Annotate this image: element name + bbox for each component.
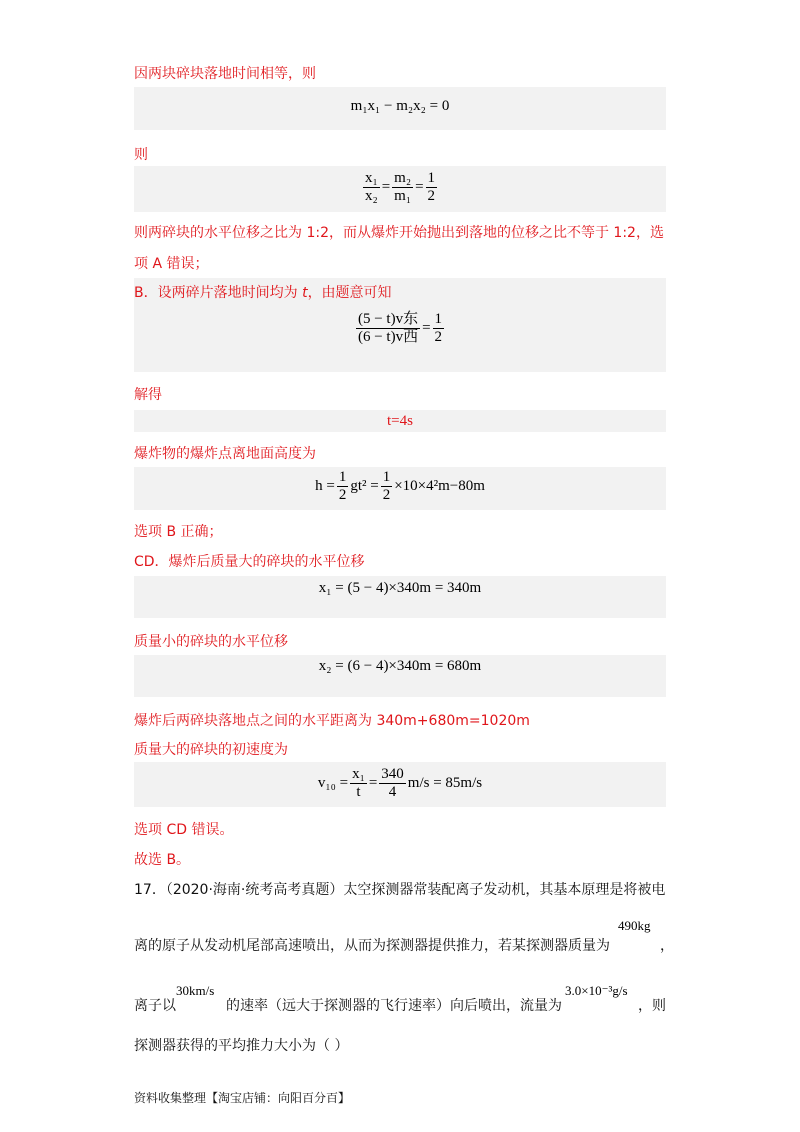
fraction: $\frac{\text{x₁}}{t}$ xyxy=(352,766,365,800)
inline-formula: 3.0×10⁻³g/s xyxy=(565,983,628,998)
fraction: $\frac{\text{m₂}}{\text{m₁}}$ xyxy=(394,170,412,204)
footer-note: 资料收集整理【淘宝店铺：向阳百分百】 xyxy=(134,1091,351,1105)
solution-line: B．设两碎片落地时间均为 t，由题意可知 xyxy=(134,285,392,301)
fraction: $\frac{1}{2}$ xyxy=(338,469,347,503)
inline-formula: 30km/s xyxy=(176,983,215,998)
fraction: $\frac{1}{2}$ xyxy=(434,311,443,345)
equation: $\frac{\text{(5 − t)v东}}{\text{(6 − t)v西}}$ = $\frac{1}{2}$ xyxy=(357,311,443,345)
equation-box xyxy=(134,166,666,212)
fraction: $\frac{340}{4}$ xyxy=(381,766,404,800)
solution-line: 质量大的碎块的初速度为 xyxy=(134,742,288,758)
question-line: 离子以 xyxy=(134,998,176,1014)
question-line: ，则 xyxy=(638,998,666,1014)
question-line: 17．（2020·海南·统考高考真题）太空探测器常装配离子发动机，其基本原理是将被电 xyxy=(134,882,666,898)
equation: v₁₀ = $\frac{\text{x₁}}{t}$ = $\frac{340}{4}$ m/s = 85m/s xyxy=(317,766,483,800)
equation: $\frac{\text{x₁}}{\text{x₂}}$ = $\frac{\text{m₂}}{\text{m₁}}$ = $\frac{1}{2}$ xyxy=(364,170,436,204)
solution-line: 故选 B。 xyxy=(134,852,191,868)
solution-line: 因两块碎块落地时间相等，则 xyxy=(134,66,316,82)
solution-line: 爆炸物的爆炸点离地面高度为 xyxy=(134,446,316,462)
equation: h = $\frac{1}{2}$ gt² = $\frac{1}{2}$ ×10×4²m−80m xyxy=(315,469,485,503)
solution-line: 选项 CD 错误。 xyxy=(134,822,234,838)
solution-line: 质量小的碎块的水平位移 xyxy=(134,634,288,650)
solution-line: 爆炸后两碎块落地点之间的水平距离为 340m+680m=1020m xyxy=(134,713,530,729)
equation-box xyxy=(134,576,666,618)
solution-line: 解得 xyxy=(134,387,162,403)
equation-box xyxy=(134,655,666,697)
result: t=4s xyxy=(387,413,413,429)
equation-box xyxy=(134,87,666,130)
fraction: $\frac{1}{2}$ xyxy=(382,469,391,503)
question-line: 探测器获得的平均推力大小为（ ） xyxy=(134,1038,349,1054)
fraction: $\frac{\text{(5 − t)v东}}{\text{(6 − t)v西}}$ xyxy=(357,311,419,345)
inline-formula: 490kg xyxy=(618,918,651,933)
solution-line: CD．爆炸后质量大的碎块的水平位移 xyxy=(134,554,365,570)
result-box xyxy=(134,410,666,432)
equation: x₁ = (5 − 4)×340m = 340m xyxy=(318,580,482,596)
equation: x₂ = (6 − 4)×340m = 680m xyxy=(318,658,482,674)
equation-box xyxy=(134,762,666,807)
equation: m₁x₁ − m₂x₂ = 0 xyxy=(350,98,450,114)
solution-line: 选项 B 正确； xyxy=(134,524,223,540)
solution-line: 则 xyxy=(134,147,148,163)
solution-line: 则两碎块的水平位移之比为 1:2，而从爆炸开始抛出到落地的位移之比不等于 1:2，选 xyxy=(134,225,664,241)
equation-box xyxy=(134,467,666,510)
question-punct: ， xyxy=(660,938,674,954)
question-line: 离的原子从发动机尾部高速喷出，从而为探测器提供推力，若某探测器质量为 xyxy=(134,938,610,954)
question-line: 的速率（远大于探测器的飞行速率）向后喷出，流量为 xyxy=(226,998,562,1014)
fraction: $\frac{1}{2}$ xyxy=(427,170,436,204)
solution-line: 项 A 错误； xyxy=(134,256,209,272)
fraction: $\frac{\text{x₁}}{\text{x₂}}$ xyxy=(364,170,378,204)
equation-box xyxy=(134,278,666,372)
